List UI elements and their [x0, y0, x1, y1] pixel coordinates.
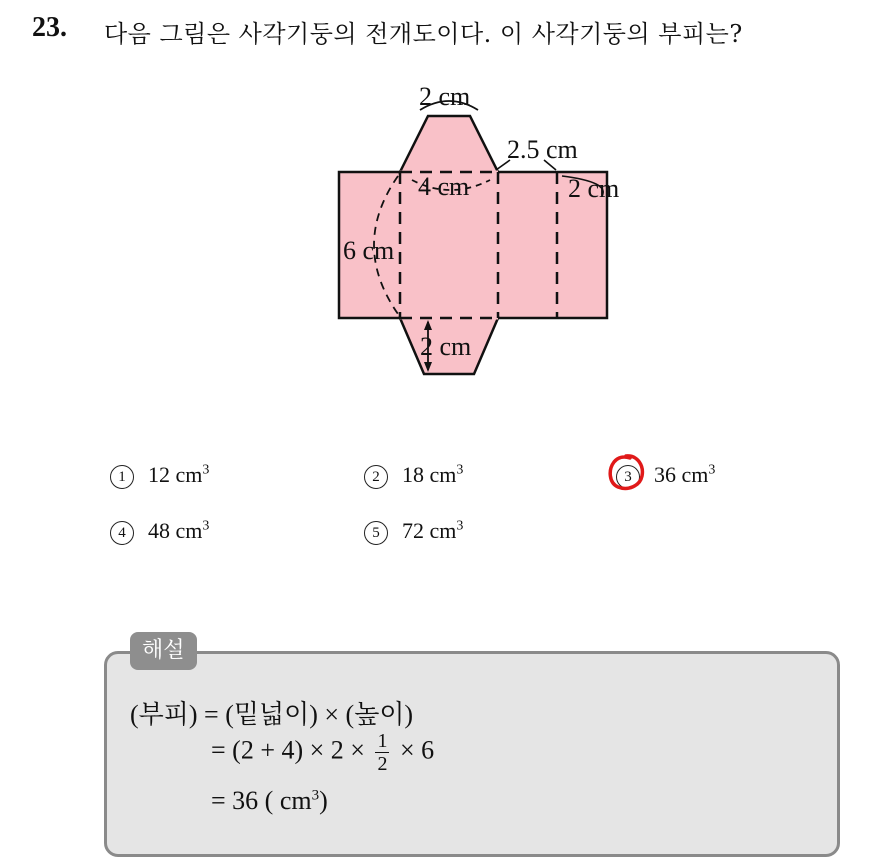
label-bottom: 2 cm	[420, 332, 472, 361]
choice-4[interactable]	[110, 518, 209, 545]
choice-number: 5	[364, 521, 388, 545]
solution-line-1: (부피) = (밑넓이) × (높이)	[130, 700, 414, 729]
choice-number: 4	[110, 521, 134, 545]
choice-exponent: 3	[456, 518, 464, 534]
fraction-denominator: 2	[377, 753, 388, 775]
solution-line-3-text: = 36 ( cm	[211, 786, 312, 815]
choice-number: 1	[110, 465, 134, 489]
label-inner: 4 cm	[418, 172, 470, 201]
choice-2[interactable]	[364, 462, 463, 489]
prism-net-diagram	[0, 0, 884, 420]
choice-1[interactable]	[110, 462, 209, 489]
choice-number: 2	[364, 465, 388, 489]
solution-line-3-exponent: 3	[311, 787, 320, 804]
choice-exponent: 3	[202, 518, 210, 534]
choice-exponent: 3	[456, 462, 464, 478]
fraction-numerator: 1	[377, 730, 388, 752]
top-trapezoid	[400, 116, 498, 172]
choice-exponent: 3	[202, 462, 210, 478]
question-number: 23.	[32, 12, 67, 43]
choice-value: 18 cm	[402, 462, 457, 487]
fraction	[375, 730, 389, 775]
solution-line-2-pre: = (2 + 4) × 2 ×	[211, 735, 365, 765]
answer-mark-circle-icon	[606, 452, 646, 492]
label-right: 2 cm	[568, 174, 620, 203]
label-slant: 2.5 cm	[507, 135, 578, 164]
label-height: 6 cm	[343, 236, 395, 265]
choice-value: 36 cm	[654, 462, 709, 487]
question-text: 다음 그림은 사각기둥의 전개도이다. 이 사각기둥의 부피는?	[104, 20, 743, 48]
choice-value: 12 cm	[148, 462, 203, 487]
solution-line-3	[211, 786, 328, 816]
solution-line-3-end: )	[319, 786, 328, 815]
solution-tag: 해설	[130, 632, 197, 670]
choice-value: 48 cm	[148, 518, 203, 543]
label-top: 2 cm	[419, 82, 471, 111]
choice-number: 3	[616, 465, 640, 489]
solution-line-2	[211, 730, 434, 775]
choice-exponent: 3	[708, 462, 716, 478]
solution-line-2-post: × 6	[399, 735, 435, 765]
choice-5[interactable]	[364, 518, 463, 545]
choice-value: 72 cm	[402, 518, 457, 543]
